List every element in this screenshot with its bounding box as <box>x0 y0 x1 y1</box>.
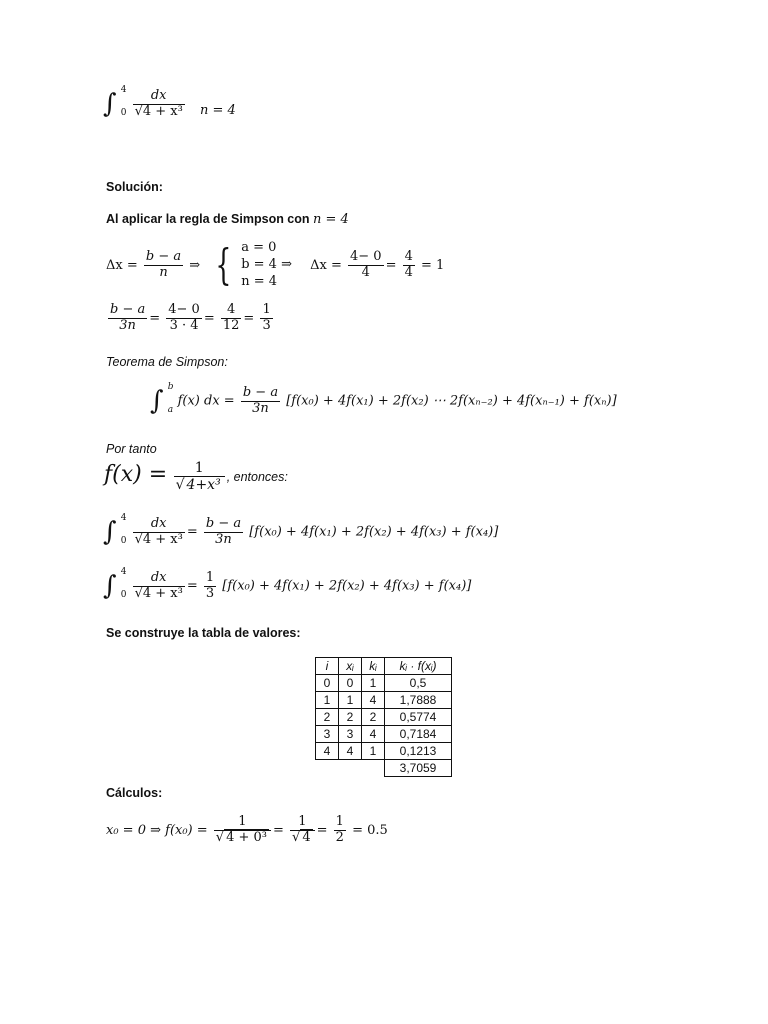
eq1-num2: b − a <box>205 515 242 531</box>
upper-limit: 4 <box>120 85 127 95</box>
fx-num: 1 <box>174 460 225 477</box>
table-cell: 0,1213 <box>385 743 452 760</box>
eq1-bracket: [f(x₀) + 4f(x₁) + 2f(x₂) + 4f(x₃) + f(x₄)] <box>249 524 499 540</box>
table-cell: 1 <box>362 743 385 760</box>
integrand-denominator: √4 + x³ <box>134 103 183 119</box>
fx-den: 4+x³ <box>186 477 221 494</box>
fx-definition: f(x) = $\frac{1}{\text{√ 4+x³}}$ , entonces: <box>104 460 288 494</box>
simpson-formula <box>150 382 617 417</box>
delta-rhs-den1: 4 <box>361 264 370 280</box>
calc-num2: 1 <box>290 815 315 831</box>
table-row <box>316 692 452 709</box>
calc-num3: 1 <box>335 814 344 829</box>
eq2-lower: 0 <box>120 590 127 600</box>
delta-rhs-den2: 4 <box>404 264 413 280</box>
table-total: 3,7059 <box>385 760 452 777</box>
integral-sign: ∫ <box>103 517 117 547</box>
simpson-intro-n: n = 4 <box>313 212 349 227</box>
integral-sign: ∫ <box>103 89 117 119</box>
table-cell: 1,7888 <box>385 692 452 709</box>
calc-den3: 2 <box>335 829 344 845</box>
eq1-num: dx <box>133 517 185 533</box>
table-cell: 4 <box>316 743 339 760</box>
h3-num1: b − a <box>110 302 146 317</box>
problem-integral <box>103 85 187 120</box>
header-xi: xᵢ <box>339 658 362 675</box>
table-cell: 2 <box>362 709 385 726</box>
calc-equation: x₀ = 0 ⇒ f(x₀) = $\frac{1}{\text{√ 4 + 0³}}$ = $\frac{1}{√ 4}$ = $\frac{1}{2}$ = 0.5 <box>106 814 388 845</box>
table-cell: 2 <box>339 709 362 726</box>
teorema-den: 3n <box>252 400 269 416</box>
solucion-heading: Solución: <box>106 180 163 194</box>
implies-arrow: ⇒ <box>189 257 201 273</box>
case-b: b = 4 ⇒ <box>241 256 292 272</box>
calc-den2: 4 <box>302 829 311 845</box>
table-cell: 0,5 <box>385 675 452 692</box>
table-total-row <box>316 760 452 777</box>
table-cell: 1 <box>316 692 339 709</box>
delta-den: n <box>159 264 168 280</box>
h3-den4: 3 <box>262 317 271 333</box>
empty-cell <box>362 760 385 777</box>
table-header-row <box>316 658 452 675</box>
h3-num3: 4 <box>221 303 242 319</box>
integral-sign: ∫ <box>150 386 164 416</box>
table-cell: 4 <box>362 692 385 709</box>
header-ki: kᵢ <box>362 658 385 675</box>
delta-rhs-num1: 4− 0 <box>350 248 382 264</box>
empty-cell <box>316 760 339 777</box>
header-i: i <box>316 658 339 675</box>
integral-sign: ∫ <box>103 571 117 601</box>
lower-limit: 0 <box>120 108 127 118</box>
fx-lhs: f(x) = <box>104 461 168 487</box>
eq1-upper: 4 <box>120 513 127 523</box>
calc-result: = 0.5 <box>352 822 388 838</box>
table-cell: 4 <box>339 743 362 760</box>
header-kifxi: kᵢ · f(xᵢ) <box>385 658 452 675</box>
teorema-label: Teorema de Simpson: <box>106 355 228 369</box>
case-a: a = 0 <box>241 240 277 255</box>
table-cell: 1 <box>362 675 385 692</box>
delta-num: b − a <box>145 248 182 264</box>
table-row <box>316 675 452 692</box>
eq2-num: dx <box>133 571 185 587</box>
por-tanto: Por tanto <box>106 442 157 456</box>
simpson-intro <box>106 212 349 227</box>
eq1-den2: 3n <box>215 531 232 547</box>
table-cell: 0 <box>316 675 339 692</box>
eq2-upper: 4 <box>120 567 127 577</box>
calc-den1: 4 + 0³ <box>226 829 268 845</box>
h3-den2: 3 · 4 <box>169 317 199 333</box>
table-cell: 0 <box>339 675 362 692</box>
h-over-3-equation: $\frac{b - a}{3n}$ = $\frac{4- 0}{3 \cdot 4}$ = $\frac{4}{12}$ = $\frac{1}{3}$ <box>110 302 271 333</box>
eq1-den: √4 + x³ <box>134 531 183 547</box>
table-row <box>316 709 452 726</box>
cases-brace: { <box>215 240 232 290</box>
table-cell: 0,5774 <box>385 709 452 726</box>
table-cell: 4 <box>362 726 385 743</box>
simpson-intro-text: Al aplicar la regla de Simpson con <box>106 212 310 226</box>
calc-num1: 1 <box>214 815 271 831</box>
eq1-lower: 0 <box>120 536 127 546</box>
table-cell: 3 <box>339 726 362 743</box>
delta-rhs-lhs: Δx = <box>310 257 342 273</box>
table-row <box>316 726 452 743</box>
cases-stack <box>241 240 292 291</box>
integrand-numerator: dx <box>133 89 185 105</box>
tabla-heading: Se construye la tabla de valores: <box>106 626 301 640</box>
eq2-bracket: [f(x₀) + 4f(x₁) + 2f(x₂) + 4f(x₃) + f(x₄)] <box>222 578 472 594</box>
table-cell: 1 <box>339 692 362 709</box>
equation-2: ∫ 4 0 $\frac{dx}{\text{√4 + x³}}$ = $\frac{1}{3}$ [f(x₀) + 4f(x₁) + 2f(x₂) + 4f(x₃) + f(x₄)] <box>103 567 472 601</box>
eq2-den2: 3 <box>205 585 215 601</box>
h3-num4: 1 <box>262 302 271 317</box>
table-cell: 3 <box>316 726 339 743</box>
h3-num2: 4− 0 <box>168 302 200 317</box>
values-table <box>315 657 452 777</box>
equation-1: ∫ 4 0 $\frac{dx}{\text{√4 + x³}}$ = $\frac{b - a}{3n}$ [f(x₀) + 4f(x₁) + 2f(x₂) + 4f(x₃) + f(x₄)] <box>103 513 499 547</box>
table-cell: 0,7184 <box>385 726 452 743</box>
teorema-upper: b <box>167 382 174 392</box>
eq2-den: √4 + x³ <box>134 585 183 601</box>
h3-den3: 12 <box>222 317 240 333</box>
teorema-integrand: f(x) dx = <box>177 393 235 409</box>
delta-rhs-result: = 1 <box>421 257 445 273</box>
delta-lhs: Δx = <box>106 257 138 273</box>
teorema-bracket: [f(x₀) + 4f(x₁) + 2f(x₂) ⋯ 2f(xₙ₋₂) + 4f(xₙ₋₁) + f(xₙ)] <box>286 393 617 409</box>
h3-den1: 3n <box>119 317 136 333</box>
fx-suffix: , entonces: <box>226 469 288 484</box>
delta-rhs-num2: 4 <box>404 248 413 264</box>
delta-x-equation: Δx = $\frac{b - a}{n}$ ⇒ { a = 0 b = 4 ⇒ n = 4 Δx = $\frac{4- 0}{4}$ = $\frac{4}{4}$ = 1 <box>106 240 445 290</box>
teorema-lower: a <box>167 405 174 415</box>
table-cell: 2 <box>316 709 339 726</box>
table-row <box>316 743 452 760</box>
empty-cell <box>339 760 362 777</box>
teorema-num: b − a <box>242 384 279 400</box>
problem-n: n = 4 <box>200 103 236 118</box>
calc-lhs: x₀ = 0 ⇒ f(x₀) = <box>106 822 208 838</box>
calculos-heading: Cálculos: <box>106 786 163 800</box>
eq2-num2: 1 <box>205 569 215 585</box>
case-n: n = 4 <box>241 273 277 289</box>
